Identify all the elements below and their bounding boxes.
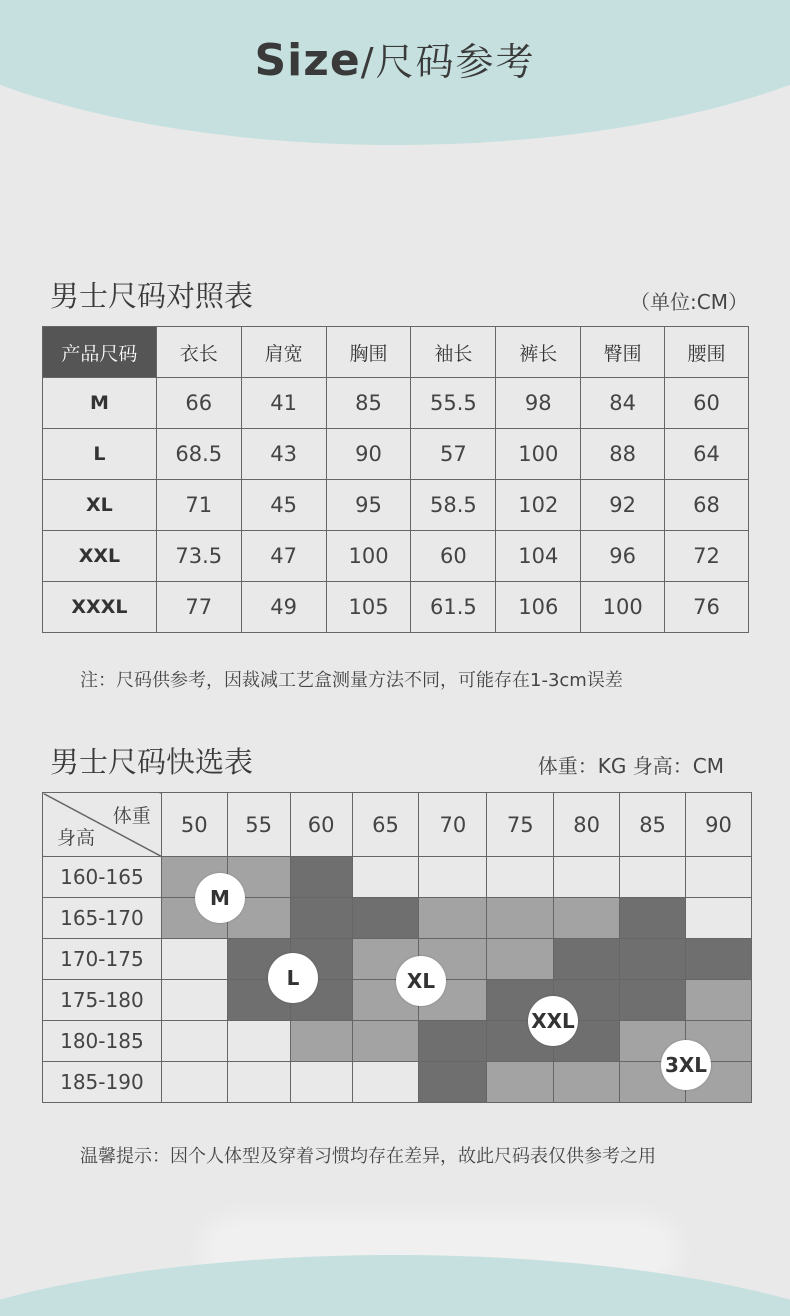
height-row-label: 185-190 [43, 1062, 162, 1103]
table-cell: 60 [411, 531, 496, 582]
size-range-cell [487, 939, 554, 980]
table-cell: 105 [326, 582, 411, 633]
size-range-cell [620, 857, 686, 898]
table-row [43, 378, 749, 429]
table-cell: 61.5 [411, 582, 496, 633]
table-cell: 95 [326, 480, 411, 531]
size-range-cell [554, 1062, 620, 1103]
size-range-cell [419, 1021, 487, 1062]
corner-height-label: 身高 [57, 827, 96, 849]
table-cell: 47 [241, 531, 326, 582]
row-size-label: L [43, 429, 157, 480]
size-range-cell [227, 1021, 290, 1062]
table-cell: 55.5 [411, 378, 496, 429]
size-comparison-table [42, 326, 749, 633]
quick-chart-title: 男士尺码快选表 [50, 745, 254, 779]
size-chart-note: 注：尺码供参考，因裁减工艺盒测量方法不同，可能存在1-3cm误差 [80, 670, 623, 691]
size-range-cell [620, 898, 686, 939]
table-cell: 100 [326, 531, 411, 582]
size-range-cell [227, 1062, 290, 1103]
height-row-label: 170-175 [43, 939, 162, 980]
size-range-cell [290, 898, 352, 939]
table-row [43, 429, 749, 480]
size-range-cell [352, 1062, 419, 1103]
table-cell: 100 [581, 582, 665, 633]
size-chart-title: 男士尺码对照表 [50, 279, 254, 313]
column-header-length: 衣长 [156, 327, 241, 378]
size-range-cell [686, 980, 752, 1021]
size-badge-xl: XL [396, 956, 446, 1006]
size-range-cell [686, 857, 752, 898]
table-cell: 76 [665, 582, 749, 633]
page-title-en: Size [254, 35, 361, 86]
column-header-hip: 臀围 [581, 327, 665, 378]
table-row [43, 480, 749, 531]
size-badge-xxl: XXL [528, 996, 578, 1046]
height-row-label: 175-180 [43, 980, 162, 1021]
corner-header-cell [43, 793, 162, 857]
table-row [43, 898, 752, 939]
size-range-cell [290, 1021, 352, 1062]
table-cell: 73.5 [156, 531, 241, 582]
weight-header: 85 [620, 793, 686, 857]
size-range-cell [161, 939, 227, 980]
row-size-label: XXL [43, 531, 157, 582]
table-row [43, 857, 752, 898]
table-cell: 88 [581, 429, 665, 480]
size-range-cell [554, 939, 620, 980]
weight-header: 65 [352, 793, 419, 857]
table-cell: 85 [326, 378, 411, 429]
table-cell: 98 [496, 378, 581, 429]
table-cell: 102 [496, 480, 581, 531]
size-range-cell [419, 857, 487, 898]
column-header-shoulder: 肩宽 [241, 327, 326, 378]
column-header-waist: 腰围 [665, 327, 749, 378]
table-cell: 72 [665, 531, 749, 582]
size-badge-m: M [195, 873, 245, 923]
size-chart-unit: （单位:CM） [630, 290, 748, 314]
quick-table-header-row [43, 793, 752, 857]
table-cell: 84 [581, 378, 665, 429]
weight-header: 55 [227, 793, 290, 857]
size-range-cell [161, 1062, 227, 1103]
page-title-cn: /尺码参考 [360, 40, 536, 84]
size-range-cell [487, 857, 554, 898]
size-range-cell [352, 857, 419, 898]
size-range-cell [419, 1062, 487, 1103]
height-row-label: 180-185 [43, 1021, 162, 1062]
weight-header: 50 [161, 793, 227, 857]
size-range-cell [620, 939, 686, 980]
size-range-cell [487, 1062, 554, 1103]
row-size-label: XL [43, 480, 157, 531]
weight-header: 70 [419, 793, 487, 857]
table-cell: 60 [665, 378, 749, 429]
column-header-sleeve: 袖长 [411, 327, 496, 378]
table-row [43, 1062, 752, 1103]
height-row-label: 165-170 [43, 898, 162, 939]
size-range-cell [352, 898, 419, 939]
footer-tip: 温馨提示：因个人体型及穿着习惯均存在差异，故此尺码表仅供参考之用 [80, 1146, 656, 1167]
corner-weight-label: 体重 [112, 805, 151, 827]
size-table-header-row [43, 327, 749, 378]
weight-header: 75 [487, 793, 554, 857]
row-size-label: XXXL [43, 582, 157, 633]
table-cell: 41 [241, 378, 326, 429]
size-range-cell [686, 898, 752, 939]
table-cell: 90 [326, 429, 411, 480]
table-cell: 71 [156, 480, 241, 531]
table-cell: 58.5 [411, 480, 496, 531]
table-cell: 77 [156, 582, 241, 633]
table-cell: 104 [496, 531, 581, 582]
size-range-cell [554, 857, 620, 898]
table-cell: 66 [156, 378, 241, 429]
size-range-cell [554, 898, 620, 939]
table-cell: 64 [665, 429, 749, 480]
table-cell: 92 [581, 480, 665, 531]
column-header-chest: 胸围 [326, 327, 411, 378]
size-range-cell [686, 939, 752, 980]
table-row [43, 1021, 752, 1062]
size-range-cell [620, 980, 686, 1021]
quick-select-table [42, 792, 752, 1103]
size-range-cell [290, 857, 352, 898]
table-cell: 43 [241, 429, 326, 480]
size-range-cell [161, 980, 227, 1021]
page-title [0, 30, 790, 93]
weight-header: 60 [290, 793, 352, 857]
size-range-cell [290, 1062, 352, 1103]
table-cell: 100 [496, 429, 581, 480]
table-row [43, 582, 749, 633]
table-cell: 68 [665, 480, 749, 531]
table-row [43, 531, 749, 582]
table-cell: 68.5 [156, 429, 241, 480]
height-row-label: 160-165 [43, 857, 162, 898]
column-header-size: 产品尺码 [43, 327, 157, 378]
size-range-cell [487, 898, 554, 939]
column-header-pants-length: 裤长 [496, 327, 581, 378]
size-range-cell [419, 898, 487, 939]
weight-header: 90 [686, 793, 752, 857]
table-cell: 106 [496, 582, 581, 633]
size-badge-l: L [268, 953, 318, 1003]
table-cell: 96 [581, 531, 665, 582]
row-size-label: M [43, 378, 157, 429]
weight-header: 80 [554, 793, 620, 857]
table-cell: 57 [411, 429, 496, 480]
table-cell: 49 [241, 582, 326, 633]
table-cell: 45 [241, 480, 326, 531]
size-range-cell [161, 1021, 227, 1062]
size-badge-3xl: 3XL [661, 1040, 711, 1090]
size-range-cell [352, 1021, 419, 1062]
quick-chart-unit: 体重：KG 身高：CM [537, 754, 724, 778]
